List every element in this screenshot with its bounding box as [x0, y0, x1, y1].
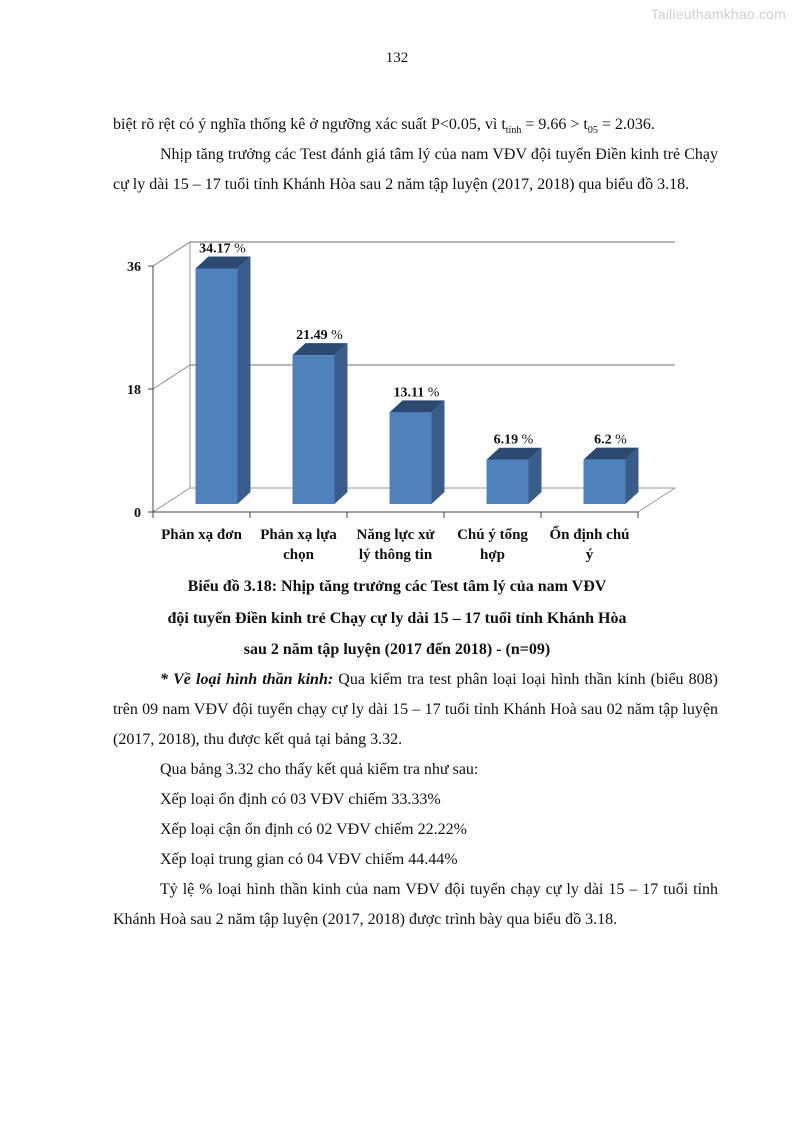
chart-caption-line-1: Biểu đồ 3.18: Nhịp tăng trưởng các Test tâm lý của nam VĐV [187, 578, 607, 595]
y-tick-label: 18 [127, 383, 141, 398]
data-label-value: 34.17 [199, 241, 231, 257]
chart-caption-line-2: đội tuyển Điền kinh trẻ Chạy cự ly dài 15 – 17 tuổi tỉnh Khánh Hòa [167, 610, 627, 627]
data-label [296, 328, 343, 343]
bar-side [432, 400, 445, 504]
bar [196, 269, 238, 504]
data-label-unit: % [518, 432, 534, 448]
body-line-2: Xếp loại ổn định có 03 VĐV chiếm 33.33% [160, 791, 441, 808]
bar-side [335, 343, 348, 504]
data-label [199, 242, 246, 257]
intro-paragraph-2: Nhịp tăng trưởng các Test đánh giá tâm lý của nam VĐV đội tuyển Điền kinh trẻ Chạy cự ly dài 15 – 17 tuổi tỉnh Khánh Hòa sau 2 năm tập luyện (2017, 2018) qua biểu đồ 3.18. [113, 146, 718, 193]
data-label-value: 6.19 [493, 432, 519, 448]
data-label [394, 385, 440, 400]
data-label-unit: % [327, 328, 343, 344]
category-label: Chú ý tổng [457, 527, 528, 543]
bar-chart-svg [118, 228, 718, 570]
category-label: Phản xạ đơn [161, 527, 242, 543]
intro-text-1: biệt rõ rệt có ý nghĩa thống kê ở ngưỡng xác suất P<0.05, vì t [113, 116, 506, 133]
bar-chart [118, 228, 718, 570]
category-label: Năng lực xử [356, 527, 435, 543]
category-label: chọn [283, 547, 314, 563]
data-label-unit: % [424, 385, 440, 401]
chart-caption-line-3: sau 2 năm tập luyện (2017 đến 2018) - (n=09) [243, 641, 551, 658]
data-label-value: 21.49 [296, 328, 328, 344]
body-paragraph-neuro [113, 665, 718, 755]
body-section [113, 665, 718, 935]
intro-subscript-2: 05 [587, 125, 598, 137]
data-label [594, 433, 627, 448]
data-label [494, 433, 534, 448]
category-label: lý thông tin [358, 547, 433, 563]
body-line-3: Xếp loại cận ổn định có 02 VĐV chiếm 22.22% [160, 821, 467, 838]
data-label-unit: % [611, 432, 627, 448]
category-label: Phản xạ lựa [260, 527, 337, 543]
intro-paragraph-1 [113, 110, 718, 140]
data-label-unit: % [230, 241, 246, 257]
body-paragraph-lead: * Về loại hình thần kinh: [160, 671, 334, 688]
intro-text-2: = 9.66 > t [521, 116, 588, 133]
intro-text-3: = 2.036. [597, 116, 655, 133]
category-label: ý [585, 547, 594, 563]
category-label: Ổn định chú [549, 527, 630, 543]
bar [487, 460, 529, 504]
data-label-value: 6.2 [594, 432, 612, 448]
intro-section [113, 110, 718, 200]
y-tick-label: 36 [127, 260, 141, 275]
y-tick-label: 0 [134, 506, 141, 521]
body-paragraph-final: Tỷ lệ % loại hình thần kinh của nam VĐV đội tuyển chạy cự ly dài 15 – 17 tuổi tỉnh Khánh Hoà sau 2 năm tập luyện (2017, 2018) được trình bày qua biểu đồ 3.18. [113, 881, 718, 928]
bar [584, 460, 626, 504]
watermark: Tailieuthamkhao.com [650, 6, 786, 22]
bar [293, 355, 335, 504]
category-label: hợp [480, 547, 505, 563]
bar-side [238, 257, 251, 504]
data-label-value: 13.11 [393, 385, 425, 401]
body-paragraph-rest: Qua kiểm tra test phân loại loại hình thần kinh (biểu 808) trên 09 nam VĐV đội tuyển chạy cự ly dài 15 – 17 tuổi tỉnh Khánh Hoà sau 02 năm tập luyện (2017, 2018), thu được kết quả tại bảng 3.32. [113, 671, 719, 748]
body-line-4: Xếp loại trung gian có 04 VĐV chiếm 44.44% [160, 851, 458, 868]
page-number: 132 [385, 50, 409, 66]
body-line-1: Qua bảng 3.32 cho thấy kết quả kiểm tra như sau: [160, 761, 479, 778]
bar [390, 412, 432, 504]
intro-subscript-1: tính [505, 125, 522, 137]
